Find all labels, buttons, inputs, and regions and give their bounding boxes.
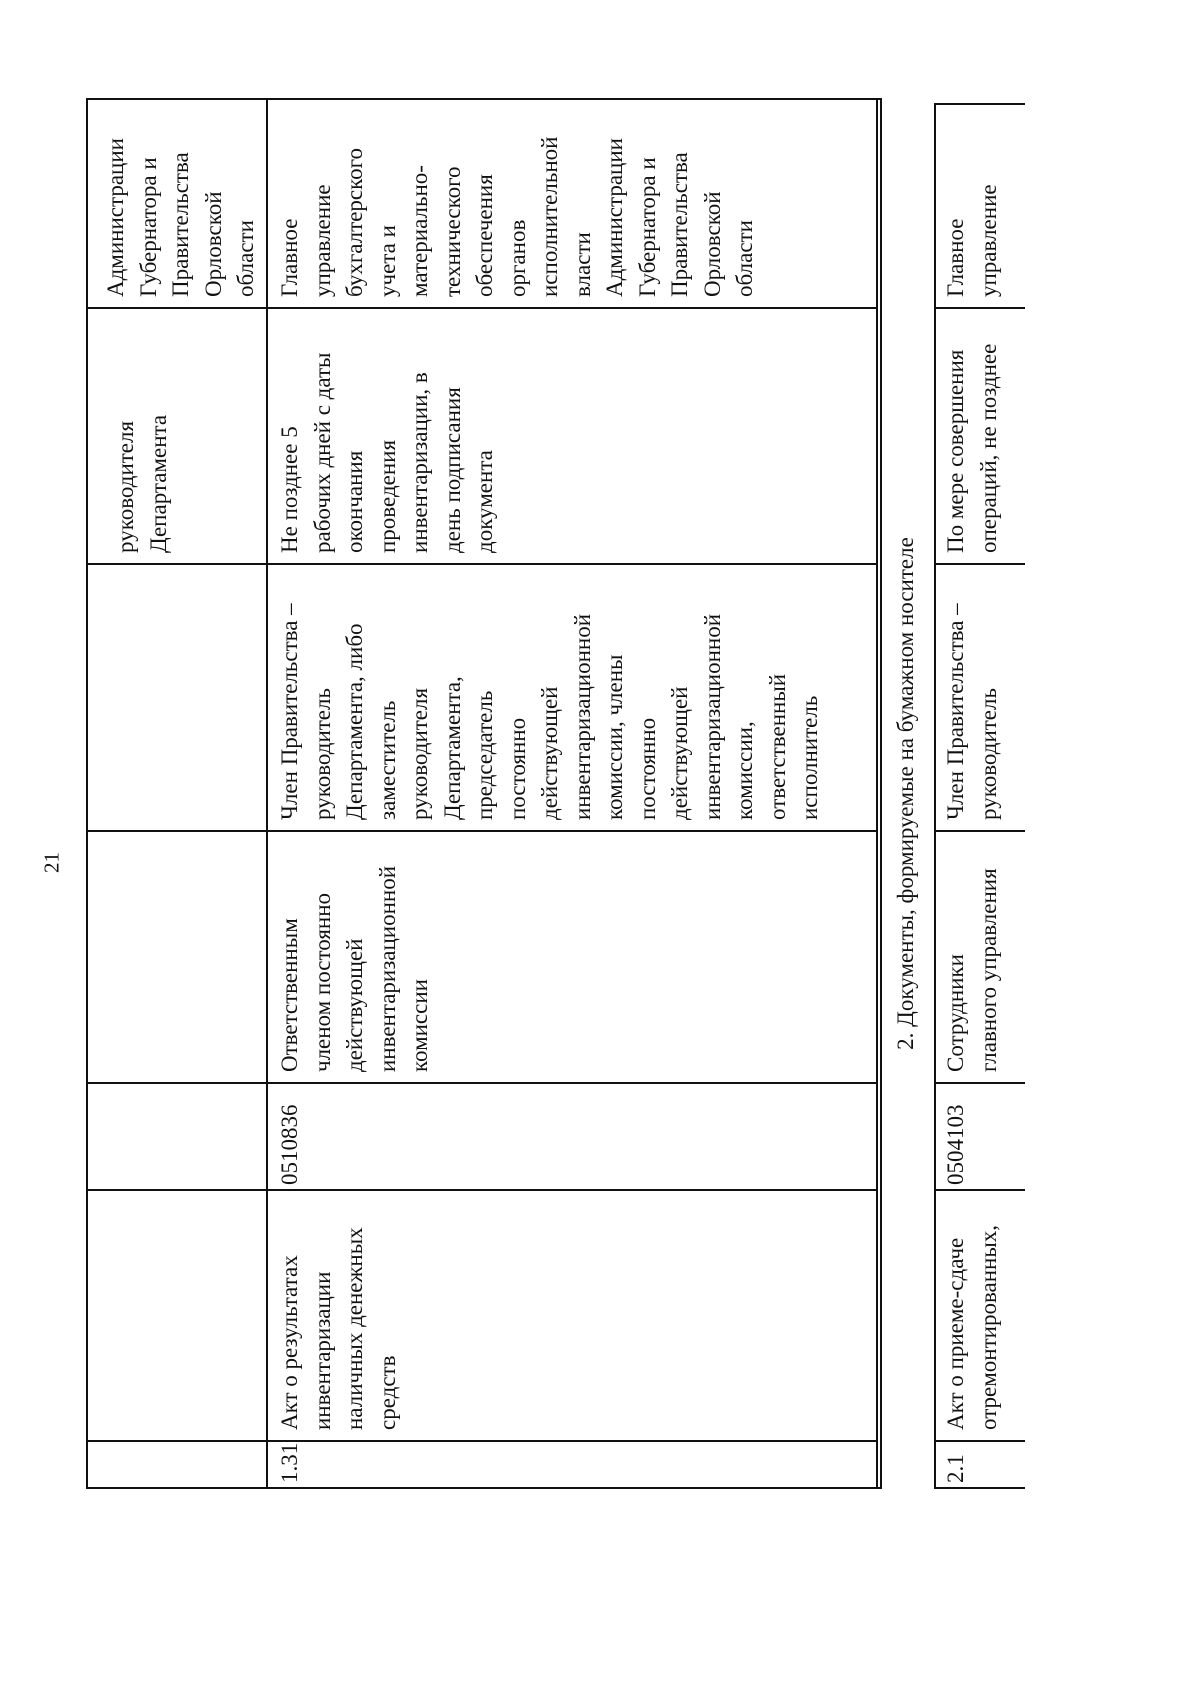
row-1-31-who-signs-cell [268,565,876,830]
prev-row-recipient-cell [88,100,266,307]
row-2-1-deadline: По мере совершения операций, не позднее [943,343,1001,553]
row-1-31-recipient: Главное управление бухгалтерского учета и материально- технического обеспечения органов исполнительной власти Администрации Губернатора и Правительства Орловской области [277,136,757,297]
row-1-31-code-cell [268,1084,876,1189]
row-2-1-deadline-cell [936,309,1025,563]
section-heading: 2. Документы, формируемые на бумажном носителе [893,537,918,1050]
section-heading-cell [882,100,934,1487]
row-2-1-who-forms: Сотрудники главного управления [943,868,1001,1072]
row-2-1-code-cell [936,1084,1025,1189]
row-2-1-recipient: Главное управление [943,184,1001,297]
row-1-31-who-signs: Член Правительства – руководитель Департамента, либо заместитель руководителя Департамента, председатель постоянно действующей инвентаризационной комиссии, члены постоянно действующей инвентаризационной комиссии, ответственный исполнитель [277,603,822,820]
row-1-31-deadline-cell [268,309,876,563]
row-2-1-who-signs: Член Правительства – руководитель [943,603,1001,820]
prev-row-text-c5: руководителя Департамента [113,414,171,553]
row-1-31-number: 1.31 [277,1442,302,1483]
row-1-31-number-cell [268,1442,876,1487]
row-2-1-who-forms-cell [936,832,1025,1082]
prev-row-sign-deadline-cell [88,309,266,563]
row-1-31-who-forms: Ответственным членом постоянно действующей инвентаризационной комиссии [277,865,432,1072]
row-1-31-who-forms-cell [268,832,876,1082]
row-2-1-number: 2.1 [943,1454,968,1483]
row-2-1-number-cell [936,1442,1025,1487]
row-1-31-recipient-cell [268,100,876,307]
row-2-1-code: 0504103 [943,1104,968,1185]
row-1-31-code: 0510836 [277,1104,302,1185]
page-number: 21 [39,852,64,873]
row-2-1-who-signs-cell [936,565,1025,830]
row-2-1-name: Акт о приеме-сдаче отремонтированных, [943,1224,1001,1430]
prev-row-text-c6: Администрации Губернатора и Правительства Орловской области [103,138,258,297]
row-2-1-recipient-cell [936,105,1025,307]
row-1-31-name: Акт о результатах инвентаризации наличных денежных средств [277,1227,400,1430]
row-2-1-name-cell [936,1191,1025,1440]
row-1-31-deadline: Не позднее 5 рабочих дней с даты окончания проведения инвентаризации, в день подписания документа [277,352,497,553]
row-1-31-name-cell [268,1191,876,1440]
